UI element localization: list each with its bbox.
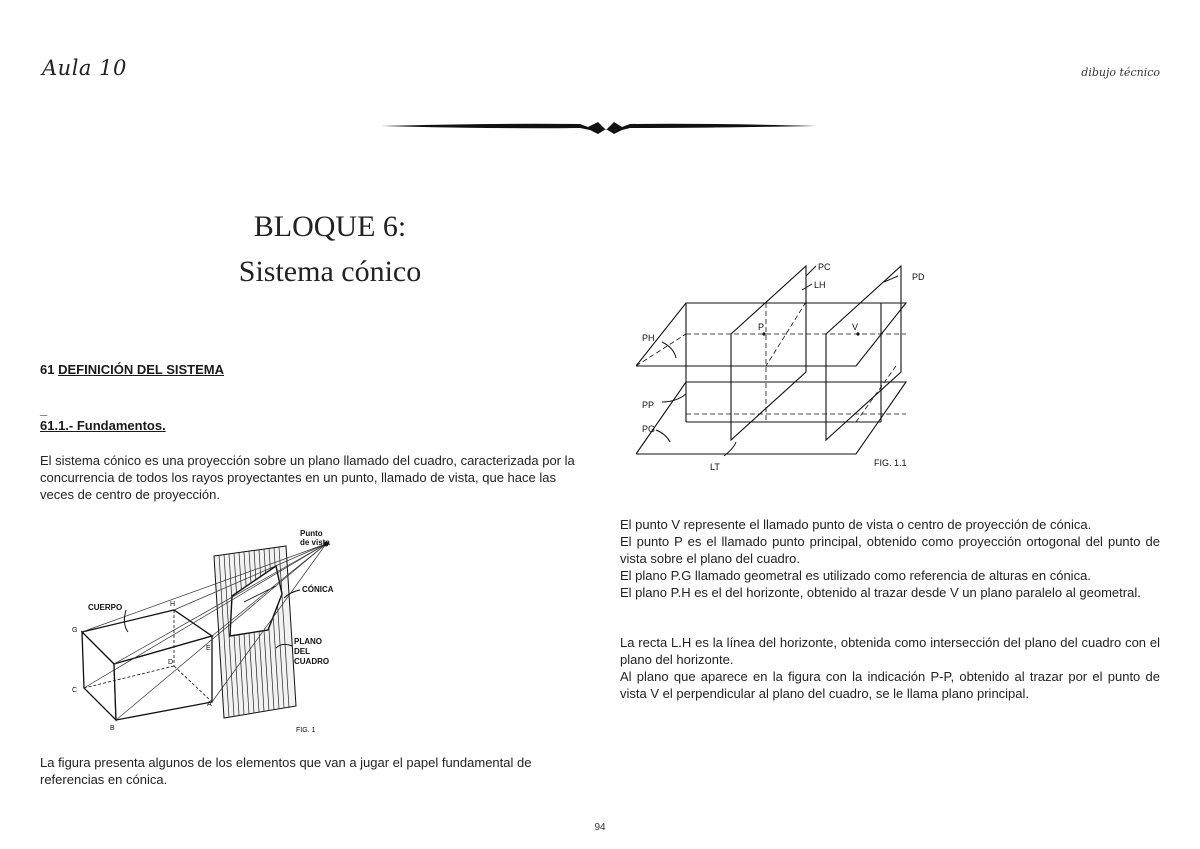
subsection-heading: 61.1.- Fundamentos. [40,418,166,433]
right-line-punto-p: El punto P es el llamado punto principal, obtenido como proyección ortogonal del punto de vista sobre el plano del cuadro. [620,534,1160,566]
right-line-recta-lh: La recta L.H es la línea del horizonte, obtenida como intersección del plano del cuadro con el plano del horizonte. [620,635,1160,667]
right-line-plano-principal: Al plano que aparece en la figura con la indicación P-P, obtenido al trazar por el punto de vista V el perpendicular al plano del cuadro, se le llama plano principal. [620,669,1160,701]
page-title-line1: BLOQUE 6: [253,210,407,243]
ornament-divider [380,118,816,138]
section-number: 61 [40,362,55,377]
header-subject: dibujo técnico [1081,66,1160,79]
section-heading [40,362,224,377]
figure-note-paragraph: La figura presenta algunos de los elementos que van a jugar el papel fundamental de referencias en cónica. [40,755,532,787]
right-paragraph-2 [620,634,1160,702]
label-pg: PG [642,424,656,434]
label-d: D [168,659,174,666]
label-a: A [207,701,212,708]
label-lt: LT [710,462,720,472]
intro-paragraph: El sistema cónico es una proyección sobre un plano llamado del cuadro, caracterizada por la concurrencia de todos los rayos proyectantes en un punto, llamado de vista, que hace las veces de centro de proyección. [40,453,575,502]
right-paragraph-1 [620,516,1160,601]
section-title: DEFINICIÓN DEL SISTEMA [58,362,224,377]
subsection-dash: _ [40,402,48,417]
conic-planes-figure [636,262,936,474]
label-p: P [758,322,765,332]
conic-projection-figure [64,524,354,734]
label-conica: CÓNICA [302,585,334,594]
label-de-vista: de vista [300,538,330,547]
right-line-plano-ph: El plano P.H es el del horizonte, obtenido al trazar desde V un plano paralelo al geometral. [620,585,1141,600]
ground-plane [636,382,906,454]
horizon-plane [636,303,906,366]
label-pd: PD [912,272,925,282]
label-h: H [170,601,176,608]
label-plano: PLANO [294,637,322,646]
label-pc: PC [818,262,831,272]
page-title-line2: Sistema cónico [238,255,422,288]
label-c: C [72,687,78,694]
label-v: V [852,322,859,332]
right-line-plano-pg: El plano P.G llamado geometral es utilizado como referencia de alturas en cónica. [620,568,1091,583]
label-fig1: FIG. 1 [296,727,316,734]
header-chapter: Aula 10 [42,56,127,80]
label-ph: PH [642,333,655,343]
label-fig11: FIG. 1.1 [874,458,907,468]
body-prism [82,610,212,720]
label-lh: LH [814,280,826,290]
right-line-punto-v: El punto V represente el llamado punto de vista o centro de proyección de cónica. [620,517,1092,532]
label-cuadro: CUADRO [294,657,330,666]
label-del: DEL [294,647,310,656]
page-number: 94 [594,822,606,833]
label-b: B [110,725,115,732]
label-e: E [206,645,211,652]
label-pp: PP [642,400,655,410]
label-g: G [72,627,78,634]
label-punto: Punto [300,529,323,538]
label-cuerpo: CUERPO [88,603,123,612]
